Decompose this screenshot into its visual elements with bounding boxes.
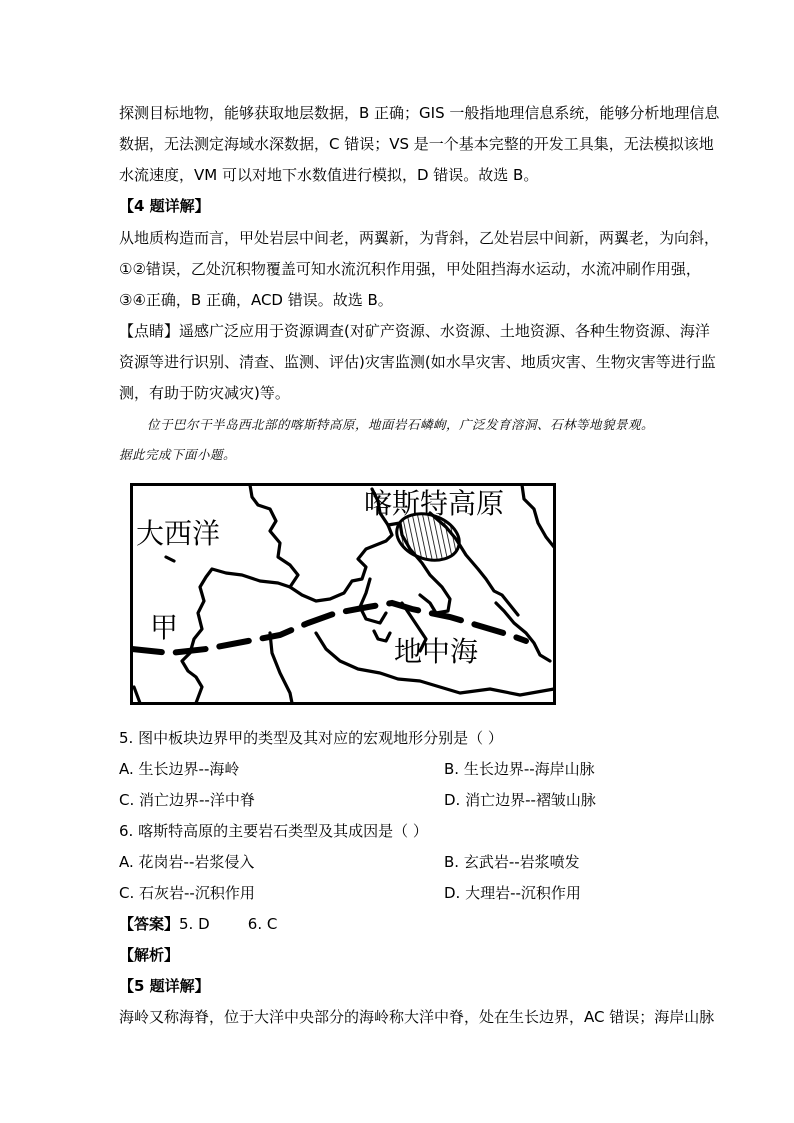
answer-line (119, 914, 277, 934)
option-d: D. 消亡边界--褶皱山脉 (444, 791, 596, 809)
map-label-jia: 甲 (150, 611, 179, 644)
paragraph-line: 从地质构造而言，甲处岩层中间老，两翼新，为背斜，乙处岩层中间新，两翼老，为向斜， (119, 229, 720, 247)
tip-line: 资源等进行识别、清查、监测、评估)灾害监测(如水旱灾害、地质灾害、生物灾害等进行监 (119, 353, 716, 371)
mediterranean-map (130, 483, 556, 705)
tip-line: 测，有助于防灾减灾)等。 (119, 384, 290, 402)
paragraph-line: 探测目标地物，能够获取地层数据，B 正确；GIS 一般指地理信息系统，能够分析地理信息 (119, 104, 720, 122)
paragraph-line: 水流速度，VM 可以对地下水数值进行模拟，D 错误。故选 B。 (119, 166, 539, 184)
paragraph-line: 数据，无法测定海域水深数据，C 错误；VS 是一个基本完整的开发工具集，无法模拟该地 (119, 135, 714, 153)
option-d: D. 大理岩--沉积作用 (444, 884, 581, 902)
question-stem: 6. 喀斯特高原的主要岩石类型及其成因是（ ） (119, 822, 428, 840)
option-c: C. 消亡边界--洋中脊 (119, 791, 255, 809)
tip-line: 【点睛】遥感广泛应用于资源调查(对矿产资源、水资源、土地资源、各种生物资源、海洋 (119, 322, 710, 340)
answer-text: 5. D 6. C (179, 915, 278, 933)
paragraph-line: ③④正确，B 正确，ACD 错误。故选 B。 (119, 291, 393, 309)
analysis-heading: 【解析】 (119, 946, 180, 964)
option-a: A. 生长边界--海岭 (119, 760, 240, 778)
section-heading: 【4 题详解】 (119, 197, 210, 215)
option-c: C. 石灰岩--沉积作用 (119, 884, 255, 902)
answer-label: 【答案】 (119, 915, 180, 933)
paragraph-line: ①②错误，乙处沉积物覆盖可知水流沉积作用强，甲处阻挡海水运动，水流冲刷作用强， (119, 260, 701, 278)
question-stem: 5. 图中板块边界甲的类型及其对应的宏观地形分别是（ ） (119, 729, 503, 747)
paragraph-line: 海岭又称海脊，位于大洋中央部分的海岭称大洋中脊，处在生长边界，AC 错误；海岸山脉 (119, 1008, 715, 1026)
map-label-mediterranean: 地中海 (394, 635, 479, 668)
option-b: B. 生长边界--海岸山脉 (444, 760, 595, 778)
option-b: B. 玄武岩--岩浆喷发 (444, 853, 580, 871)
option-a: A. 花岗岩--岩浆侵入 (119, 853, 255, 871)
section-heading: 【5 题详解】 (119, 977, 210, 995)
intro-line: 据此完成下面小题。 (119, 447, 237, 462)
intro-line: 位于巴尔干半岛西北部的喀斯特高原，地面岩石嶙峋，广泛发育溶洞、石林等地貌景观。 (147, 417, 655, 432)
map-label-atlantic: 大西洋 (136, 517, 221, 550)
map-label-karst: 喀斯特高原 (364, 487, 505, 520)
